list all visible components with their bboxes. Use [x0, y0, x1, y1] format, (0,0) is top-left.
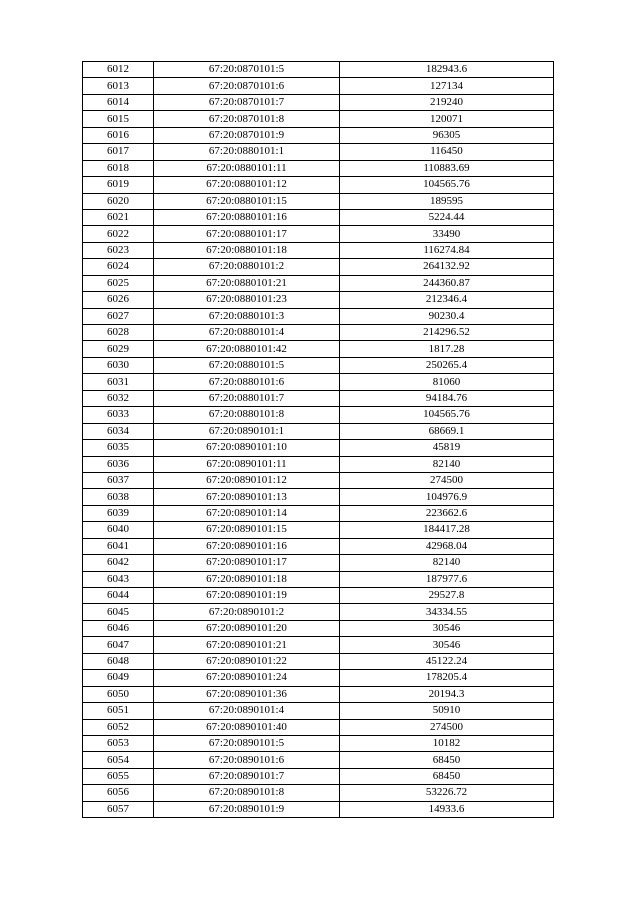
table-row	[83, 752, 554, 768]
table-row	[83, 308, 554, 324]
value-cell: 116274.84	[340, 242, 554, 258]
row-number-cell: 6031	[83, 374, 154, 390]
row-number-cell: 6015	[83, 111, 154, 127]
table-row	[83, 604, 554, 620]
row-number-cell: 6019	[83, 177, 154, 193]
cadastral-number-cell: 67:20:0890101:9	[154, 801, 340, 817]
row-number-cell: 6014	[83, 94, 154, 110]
row-number-cell: 6040	[83, 522, 154, 538]
cadastral-number-cell: 67:20:0890101:14	[154, 505, 340, 521]
table-row	[83, 259, 554, 275]
cadastral-number-cell: 67:20:0880101:5	[154, 357, 340, 373]
table-row	[83, 407, 554, 423]
row-number-cell: 6032	[83, 390, 154, 406]
cadastral-number-cell: 67:20:0880101:8	[154, 407, 340, 423]
value-cell: 223662.6	[340, 505, 554, 521]
cadastral-number-cell: 67:20:0880101:4	[154, 325, 340, 341]
value-cell: 45122.24	[340, 653, 554, 669]
row-number-cell: 6037	[83, 472, 154, 488]
value-cell: 184417.28	[340, 522, 554, 538]
table-row	[83, 209, 554, 225]
row-number-cell: 6039	[83, 505, 154, 521]
value-cell: 20194.3	[340, 686, 554, 702]
cadastral-number-cell: 67:20:0880101:21	[154, 275, 340, 291]
value-cell: 187977.6	[340, 571, 554, 587]
value-cell: 34334.55	[340, 604, 554, 620]
value-cell: 274500	[340, 719, 554, 735]
table-row	[83, 456, 554, 472]
cadastral-number-cell: 67:20:0880101:2	[154, 259, 340, 275]
table-row	[83, 242, 554, 258]
table-row	[83, 735, 554, 751]
cadastral-number-cell: 67:20:0890101:5	[154, 735, 340, 751]
table-row	[83, 374, 554, 390]
cadastral-number-cell: 67:20:0890101:7	[154, 768, 340, 784]
cadastral-number-cell: 67:20:0890101:1	[154, 423, 340, 439]
value-cell: 104976.9	[340, 489, 554, 505]
cadastral-number-cell: 67:20:0890101:11	[154, 456, 340, 472]
value-cell: 29527.8	[340, 588, 554, 604]
table-row	[83, 555, 554, 571]
cadastral-number-cell: 67:20:0890101:21	[154, 637, 340, 653]
value-cell: 274500	[340, 472, 554, 488]
row-number-cell: 6020	[83, 193, 154, 209]
value-cell: 10182	[340, 735, 554, 751]
value-cell: 214296.52	[340, 325, 554, 341]
cadastral-number-cell: 67:20:0870101:5	[154, 62, 340, 78]
value-cell: 244360.87	[340, 275, 554, 291]
table-row	[83, 292, 554, 308]
value-cell: 5224.44	[340, 209, 554, 225]
row-number-cell: 6026	[83, 292, 154, 308]
row-number-cell: 6016	[83, 127, 154, 143]
cadastral-number-cell: 67:20:0890101:17	[154, 555, 340, 571]
value-cell: 127134	[340, 78, 554, 94]
value-cell: 50910	[340, 703, 554, 719]
row-number-cell: 6052	[83, 719, 154, 735]
row-number-cell: 6054	[83, 752, 154, 768]
value-cell: 68669.1	[340, 423, 554, 439]
value-cell: 96305	[340, 127, 554, 143]
row-number-cell: 6034	[83, 423, 154, 439]
value-cell: 219240	[340, 94, 554, 110]
value-cell: 30546	[340, 620, 554, 636]
value-cell: 81060	[340, 374, 554, 390]
value-cell: 178205.4	[340, 670, 554, 686]
value-cell: 90230.4	[340, 308, 554, 324]
value-cell: 53226.72	[340, 785, 554, 801]
cadastral-number-cell: 67:20:0870101:9	[154, 127, 340, 143]
table-row	[83, 144, 554, 160]
row-number-cell: 6029	[83, 341, 154, 357]
row-number-cell: 6035	[83, 440, 154, 456]
row-number-cell: 6036	[83, 456, 154, 472]
table-row	[83, 325, 554, 341]
table-row	[83, 719, 554, 735]
row-number-cell: 6045	[83, 604, 154, 620]
row-number-cell: 6018	[83, 160, 154, 176]
cadastral-number-cell: 67:20:0890101:22	[154, 653, 340, 669]
value-cell: 68450	[340, 768, 554, 784]
row-number-cell: 6024	[83, 259, 154, 275]
row-number-cell: 6051	[83, 703, 154, 719]
value-cell: 33490	[340, 226, 554, 242]
row-number-cell: 6053	[83, 735, 154, 751]
row-number-cell: 6044	[83, 588, 154, 604]
table-row	[83, 653, 554, 669]
table-row	[83, 78, 554, 94]
table-row	[83, 423, 554, 439]
value-cell: 250265.4	[340, 357, 554, 373]
cadastral-number-cell: 67:20:0890101:24	[154, 670, 340, 686]
table-row	[83, 472, 554, 488]
table-row	[83, 160, 554, 176]
table-row	[83, 489, 554, 505]
value-cell: 212346.4	[340, 292, 554, 308]
row-number-cell: 6023	[83, 242, 154, 258]
row-number-cell: 6048	[83, 653, 154, 669]
cadastral-number-cell: 67:20:0880101:1	[154, 144, 340, 160]
table-row	[83, 111, 554, 127]
table-row	[83, 341, 554, 357]
value-cell: 182943.6	[340, 62, 554, 78]
cadastral-number-cell: 67:20:0880101:7	[154, 390, 340, 406]
row-number-cell: 6046	[83, 620, 154, 636]
cadastral-number-cell: 67:20:0890101:2	[154, 604, 340, 620]
table-row	[83, 177, 554, 193]
row-number-cell: 6021	[83, 209, 154, 225]
table-row	[83, 522, 554, 538]
row-number-cell: 6038	[83, 489, 154, 505]
table-row	[83, 538, 554, 554]
value-cell: 45819	[340, 440, 554, 456]
value-cell: 104565.76	[340, 177, 554, 193]
table-row	[83, 94, 554, 110]
table-row	[83, 226, 554, 242]
value-cell: 189595	[340, 193, 554, 209]
value-cell: 42968.04	[340, 538, 554, 554]
cadastral-value-table	[82, 61, 554, 818]
cadastral-number-cell: 67:20:0880101:11	[154, 160, 340, 176]
table-row	[83, 801, 554, 817]
row-number-cell: 6027	[83, 308, 154, 324]
row-number-cell: 6049	[83, 670, 154, 686]
table-row	[83, 785, 554, 801]
table-row	[83, 275, 554, 291]
cadastral-number-cell: 67:20:0890101:12	[154, 472, 340, 488]
table-row	[83, 571, 554, 587]
cadastral-number-cell: 67:20:0890101:6	[154, 752, 340, 768]
cadastral-number-cell: 67:20:0890101:8	[154, 785, 340, 801]
table-row	[83, 440, 554, 456]
value-cell: 68450	[340, 752, 554, 768]
row-number-cell: 6055	[83, 768, 154, 784]
cadastral-number-cell: 67:20:0890101:19	[154, 588, 340, 604]
value-cell: 110883.69	[340, 160, 554, 176]
table-row	[83, 127, 554, 143]
cadastral-number-cell: 67:20:0890101:13	[154, 489, 340, 505]
value-cell: 116450	[340, 144, 554, 160]
cadastral-number-cell: 67:20:0890101:40	[154, 719, 340, 735]
row-number-cell: 6022	[83, 226, 154, 242]
cadastral-number-cell: 67:20:0870101:7	[154, 94, 340, 110]
value-cell: 82140	[340, 456, 554, 472]
table-row	[83, 686, 554, 702]
row-number-cell: 6028	[83, 325, 154, 341]
table-row	[83, 193, 554, 209]
row-number-cell: 6030	[83, 357, 154, 373]
table-body	[83, 62, 554, 818]
cadastral-number-cell: 67:20:0880101:6	[154, 374, 340, 390]
table-row	[83, 637, 554, 653]
cadastral-number-cell: 67:20:0890101:15	[154, 522, 340, 538]
cadastral-number-cell: 67:20:0890101:36	[154, 686, 340, 702]
cadastral-number-cell: 67:20:0880101:15	[154, 193, 340, 209]
cadastral-number-cell: 67:20:0890101:16	[154, 538, 340, 554]
table-row	[83, 670, 554, 686]
value-cell: 82140	[340, 555, 554, 571]
value-cell: 14933.6	[340, 801, 554, 817]
row-number-cell: 6033	[83, 407, 154, 423]
table-row	[83, 390, 554, 406]
cadastral-number-cell: 67:20:0890101:10	[154, 440, 340, 456]
table-row	[83, 62, 554, 78]
row-number-cell: 6012	[83, 62, 154, 78]
cadastral-number-cell: 67:20:0880101:3	[154, 308, 340, 324]
cadastral-number-cell: 67:20:0890101:18	[154, 571, 340, 587]
table-row	[83, 588, 554, 604]
value-cell: 94184.76	[340, 390, 554, 406]
row-number-cell: 6025	[83, 275, 154, 291]
row-number-cell: 6041	[83, 538, 154, 554]
row-number-cell: 6057	[83, 801, 154, 817]
value-cell: 1817.28	[340, 341, 554, 357]
value-cell: 120071	[340, 111, 554, 127]
row-number-cell: 6056	[83, 785, 154, 801]
cadastral-number-cell: 67:20:0870101:6	[154, 78, 340, 94]
cadastral-number-cell: 67:20:0890101:20	[154, 620, 340, 636]
cadastral-number-cell: 67:20:0880101:23	[154, 292, 340, 308]
row-number-cell: 6017	[83, 144, 154, 160]
value-cell: 30546	[340, 637, 554, 653]
table-row	[83, 703, 554, 719]
row-number-cell: 6013	[83, 78, 154, 94]
cadastral-number-cell: 67:20:0880101:16	[154, 209, 340, 225]
value-cell: 264132.92	[340, 259, 554, 275]
row-number-cell: 6042	[83, 555, 154, 571]
row-number-cell: 6043	[83, 571, 154, 587]
cadastral-number-cell: 67:20:0880101:17	[154, 226, 340, 242]
table-row	[83, 768, 554, 784]
row-number-cell: 6047	[83, 637, 154, 653]
table-row	[83, 620, 554, 636]
cadastral-number-cell: 67:20:0880101:42	[154, 341, 340, 357]
row-number-cell: 6050	[83, 686, 154, 702]
value-cell: 104565.76	[340, 407, 554, 423]
cadastral-number-cell: 67:20:0870101:8	[154, 111, 340, 127]
table-row	[83, 505, 554, 521]
table-row	[83, 357, 554, 373]
cadastral-number-cell: 67:20:0880101:12	[154, 177, 340, 193]
cadastral-number-cell: 67:20:0880101:18	[154, 242, 340, 258]
cadastral-number-cell: 67:20:0890101:4	[154, 703, 340, 719]
